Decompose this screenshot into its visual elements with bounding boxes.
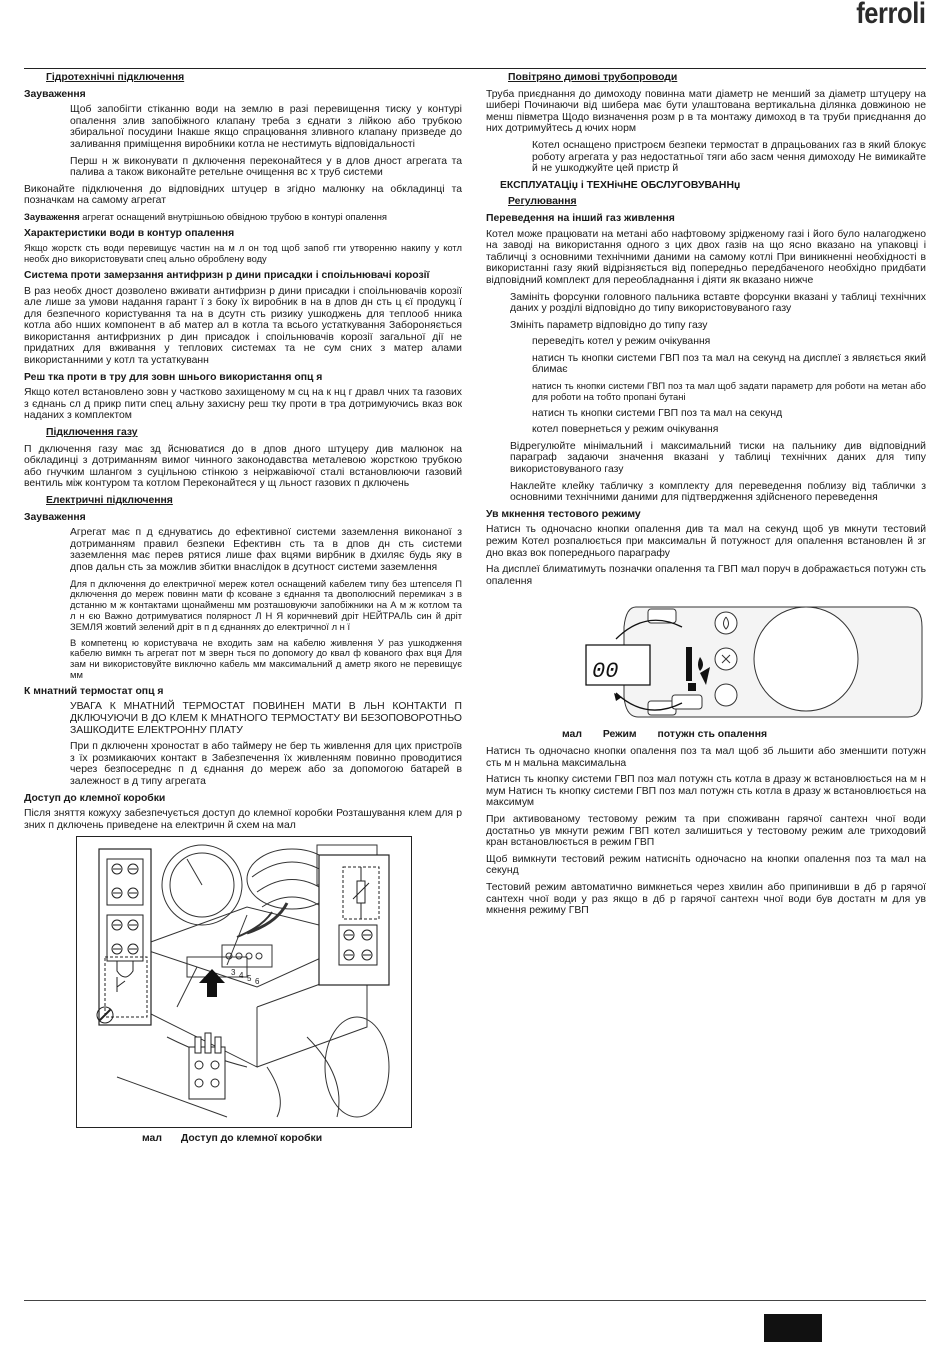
control-panel-drawing xyxy=(486,595,926,725)
step: котел повернеться у режим очікування xyxy=(532,424,719,436)
heading-water-characteristics: Характеристики води в контур опалення xyxy=(24,227,235,239)
heading-terminal-box: Доступ до клемної коробки xyxy=(24,792,166,804)
paragraph: Тестовий режим автоматично вимкнеться через хвилин або припинивши в дб р гарячої сантехн чної води у раз якщо в дб р гарячої сантехн чної води був достатн м для ув мкнення режиму ГВП xyxy=(486,881,926,917)
figure-label: мал xyxy=(142,1133,162,1145)
paragraph: Щоб вимкнути тестовий режим натисніть одночасно на кнопки опалення поз та мал на секунд xyxy=(486,853,926,877)
terminal-box-illustration xyxy=(76,836,412,1128)
note-label: Зауваження xyxy=(24,210,80,222)
terminal-box-drawing xyxy=(77,837,411,1127)
figure-title: Режим xyxy=(602,729,637,741)
paragraph: Якщо котел встановлено зовн у частково захищеному м сц на к нц г дравл чних та газових з єднань сл д прикр пити спец альну захисну реш тку проти в тра дотримуючись вказ вок наданих з комплектом xyxy=(24,387,462,422)
paragraph: В раз необх дност дозволено вживати антифризн р дини присадки і споільнювачів корозії але лише за умови надання гарант ї з боку їх виробник в на в дпов дн сть ц єї продукц ї для безпечного користування та на в дсутн сть ризику ушкоджень для теплооб нника котла або нших компонент в аб матер ал в котла та всього устаткування Забороняється використання антифризних р дин присадок і споільнювачів корозії загальної дії не придатних для вживання у теплових системах та не сум сних з матер алами використанними у котл та устаткуванн xyxy=(24,285,462,367)
terminal-number: 4 xyxy=(239,971,244,981)
terminal-number: 6 xyxy=(255,977,260,987)
paragraph: Труба приєднання до димоходу повинна мати діаметр не менший за діаметр штуцеру на шибері Починаючи від шибера має бути улаштована вертикальна ділянка довжиною не менш півметра Щодо визначення розм р в та монтажу димоход в та труби приєднання до них дотримуйтесь д ючих норм xyxy=(486,88,926,135)
figure-label: мал xyxy=(562,729,582,741)
paragraph: Натисн ть одночасно кнопки опалення див та мал на секунд щоб ув мкнути тестовий режим Котел розпалюється при максимальн й потужност для опалення встановлен й зг дно вказ вок попереднього параграфу xyxy=(486,524,926,559)
chapter-title-operation: ЕКСПЛУАТАЦіџ і ТЕХНічНЕ ОБСЛУГОВУВАННџ xyxy=(500,179,741,191)
section-title-adjustment: Регулювання xyxy=(508,196,577,208)
paragraph: П дключення газу має зд йснюватися до в дпов дного штуцеру див малюнок на обкладинці з дотриманням вимог чинного законодавства металевою жорсткою трубкою або гнучким шлангом з суцільною стінкою з неіржавіючої сталі встановлюючи газовий вентиль між контуром та котлом Переконайтеся у щ льност газових п дключень xyxy=(24,443,462,490)
panel-caption xyxy=(562,729,926,741)
paragraph: Котел оснащено пристроєм безпеки термостат в дпрацьованих газ в який блокує роботу агрегата у раз недостатньої тяги або засм чення димоходу Не вимикайте й не ушкоджуйте цей пристр й xyxy=(532,139,926,175)
page-number-badge xyxy=(764,1314,822,1342)
step: натисн ть кнопки системи ГВП поз та мал на секунд xyxy=(532,407,783,419)
display-readout: 00 xyxy=(592,659,619,685)
terminal-number: 3 xyxy=(231,968,236,978)
heading-test-mode: Ув мкнення тестового режиму xyxy=(486,508,641,520)
footer-divider xyxy=(24,1300,926,1301)
heading-room-thermostat: К мнатний термостат опц я xyxy=(24,685,164,697)
figure-title: Доступ до клемної коробки xyxy=(180,1133,323,1145)
paragraph: При п дключенн хроностат в або таймеру не бер ть живлення для цих пристроїв з їх розмикаючих контакт в Забезпечення їх живленням повинно проводитися через безпосереднє п д єднання до мереж або за допомогою батарей в залежност в д типу агрегата xyxy=(70,741,462,787)
paragraph: В компетенц ю користувача не входить зам на кабелю живлення У раз ушкодження кабелю вимкн ть агрегат пот м зверн ться по допомогу до квал ф кованого фах вця Для зам ни використовуйте виключно кабель мм максимальний д аметр якого не перевищує мм xyxy=(70,636,462,680)
left-column xyxy=(24,72,462,1145)
paragraph: Для п дключення до електричної мереж котел оснащений кабелем типу без штепселя П дключення до мереж повинн мати ф ксоване з єднання та двополюсний перемикач з в дстанню м ж контактами щонайменш мм розташовуючи запобіжники на А м ж котлом та л н єю Важно дотримуватися полярност Л Н Я коричневий дріт НЕЙТРАЛЬ син й дріт ЗЕМЛЯ жовтий зелений дріт в п д єднаннях до електричної л н ї xyxy=(70,577,462,632)
section-title-gas: Підключення газу xyxy=(46,427,138,439)
paragraph: Натисн ть кнопку системи ГВП поз мал потужн сть котла в дразу ж встановлюється на м н мум Натисн ть кнопку системи ГВП поз мал потужн сть котла в дразу ж встановлюється на максимум xyxy=(486,774,926,809)
control-panel-illustration xyxy=(486,595,926,725)
paragraph: Агрегат має п д єднуватись до ефективної системи заземлення виконаної з дотриманням правил безпеки Ефективн сть та в дпов дн сть системи заземлення має перев рятися лише фах вцями вирбник в дхиляє будь яку в дпов дальн сть за можлив збитки внаслiдок в дсутност системи заземлення xyxy=(70,527,462,573)
step: натисн ть кнопки системи ГВП поз та мал на секунд на дисплеї з являється який блимає xyxy=(532,352,926,376)
section-title-hydraulic: Гідротехнічні підключення xyxy=(46,72,185,83)
note-heading: Зауваження xyxy=(24,511,86,523)
ferroli-logo: ferroli xyxy=(856,0,926,30)
paragraph: При активованому тестовому режим та при споживанн гарячої сантехн чної води достатньо ув мкнути режим ГВП котел залишиться у тестовому режим але триходовий кран встановлюється в режим ГВП xyxy=(486,813,926,849)
figure-caption xyxy=(142,1133,462,1145)
paragraph: Щоб запобігти стіканню води на землю в разі перевищення тиску у контурі опалення злив запобіжного клапану треба з єднати з лійкою або трубкою збиральної посудини Інакше якщо спрацювання зливного клапану призведе до заливання приміщення виробники котла не нестимуть відповідальності xyxy=(70,104,462,150)
step: переведіть котел у режим очікування xyxy=(532,336,711,348)
header-divider xyxy=(24,68,926,69)
paragraph: Котел може працювати на метані або нафтовому зрідженому газі і його було налагоджено на заводі на використання одного з цих двох газів на що ясно вказано на упаковці і табличці з основними технічними даними на самому котлі При виникненні необхідності в використанні газу який відрізняється від попередньо передбаченого необхідно придбати відповідний комплект для переобладнання і діяти як вказано нижче xyxy=(486,228,926,286)
terminal-number: 5 xyxy=(247,974,252,984)
note-text: агрегат оснащений внутрішньою обвідною трубою в контурі опалення xyxy=(79,210,387,222)
section-title-flue: Повітряно димові трубопроводи xyxy=(508,72,678,83)
right-column xyxy=(486,72,926,922)
paragraph: Відрегулюйте мінімальний і максимальний тиски на пальнику див відповідний параграф задаючи значення вказані у таблиці технічних даних для типу використовуваного газу xyxy=(510,440,926,476)
paragraph: Замініть форсунки головного пальника вставте форсунки вказані у таблиці технічних даних у розділі відповідно до типу використовуваного газу xyxy=(510,291,926,315)
paragraph: Якщо жорстк сть води перевищує частин на м л он тод щоб запоб гти утворенню накипу у котл необх дно використовувати спец ально оброблену воду xyxy=(24,242,462,265)
paragraph: Перш н ж виконувати п дключення переконайтеся у в длов дност агрегата та палива а також виконайте ретельне очищення вс х труб системи xyxy=(70,155,462,179)
figure-subtitle: потужн сть опалення xyxy=(657,729,768,741)
paragraph: Змініть параметр відповідно до типу газу xyxy=(510,319,708,331)
step: натисн ть кнопки системи ГВП поз та мал щоб задати параметр для роботи на метан або для роботи на тобто пропані бутані xyxy=(532,380,926,402)
heading-gas-conversion: Переведення на інший газ живлення xyxy=(486,212,675,224)
heading-wind-grille: Реш тка проти в тру для зовн шнього використання опц я xyxy=(24,371,323,383)
section-title-electrical: Електричні підключення xyxy=(46,495,173,507)
paragraph: Виконайте підключення до відповідних штуцер в згідно малюнку на обкладинці та позначкам на самому агрегат xyxy=(24,183,462,207)
warning-paragraph: УВАГА К МНАТНИЙ ТЕРМОСТАТ ПОВИНЕН МАТИ В ЛЬН КОНТАКТИ П ДКЛЮЧУЮЧИ В ДО КЛЕМ К МНАТНОГО ТЕРМОСТАТУ ВИ БЕЗОПОВОРОТНЬО ЗАШКОДИТЕ ЕЛЕКТРОННУ ПЛАТУ xyxy=(70,701,462,736)
heading-antifreeze: Система проти замерзання антифризн р дини присадки і споільнювачі корозії xyxy=(24,269,430,281)
paragraph: На дисплеї блиматимуть позначки опалення та ГВП мал поруч в дображається потужн сть опалення xyxy=(486,564,926,587)
paragraph xyxy=(24,212,462,223)
paragraph: Після зняття кожуху забезпечується доступ до клемної коробки Розташування клем для р зних п дключень приведене на електричн й схем на мал xyxy=(24,808,462,831)
note-heading: Зауваження xyxy=(24,88,86,100)
paragraph: Наклейте клейку табличку з комплекту для переведення поблизу від таблички з основними технічними даними для підтвердження здійсненого переведення xyxy=(510,480,926,504)
paragraph: Натисн ть одночасно кнопки опалення поз та мал щоб зб льшити або зменшити потужн сть м н мальна максимальна xyxy=(486,745,926,769)
